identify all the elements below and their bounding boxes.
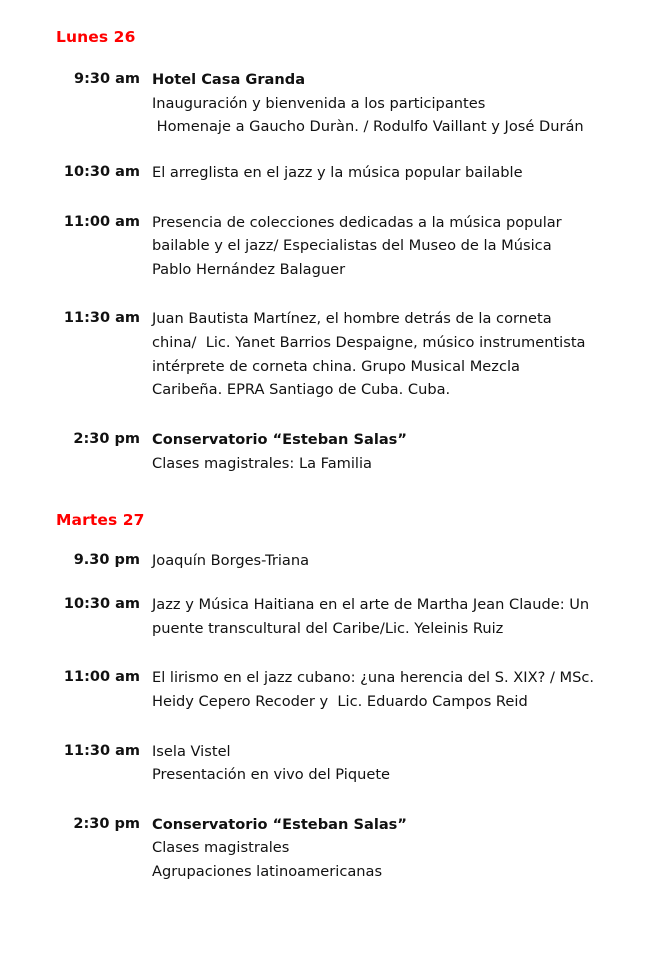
entry-time: 9:30 am — [73, 71, 140, 87]
entry-line: El lirismo en el jazz cubano: ¿una herencia del S. XIX? / MSc. — [152, 669, 595, 687]
entry-description — [140, 211, 619, 282]
entry-time: 2:30 pm — [73, 431, 140, 448]
entry-line: Clases magistrales — [152, 839, 290, 857]
entry-line: Juan Bautista Martínez, el hombre detrás de la corneta — [152, 310, 552, 328]
entry-time: 2:30 pm — [73, 815, 140, 832]
entry-time: 11:30 am — [63, 310, 140, 327]
entry-line: Conservatorio “Esteban Salas” — [152, 815, 407, 833]
entry-line: china/ Lic. Yanet Barrios Despaigne, músico instrumentista — [152, 334, 586, 352]
schedule-entry — [50, 161, 619, 185]
entry-line: Caribeña. EPRA Santiago de Cuba. Cuba. — [152, 381, 451, 399]
entry-description — [140, 68, 619, 139]
entry-time: 10:30 am — [63, 163, 140, 180]
entry-time: 11:00 am — [63, 669, 140, 686]
entry-line: Agrupaciones latinoamericanas — [152, 863, 383, 881]
entry-description — [140, 428, 619, 475]
entry-line: Heidy Cepero Recoder y Lic. Eduardo Campos Reid — [152, 692, 528, 710]
entry-line: Conservatorio “Esteban Salas” — [152, 431, 407, 449]
entry-line: puente transcultural del Caribe/Lic. Yeleinis Ruiz — [152, 619, 504, 637]
entry-line: Isela Vistel — [152, 742, 231, 760]
entry-line: Jazz y Música Haitiana en el arte de Martha Jean Claude: Un — [152, 595, 590, 613]
entry-line: bailable y el jazz/ Especialistas del Museo de la Música — [152, 237, 552, 255]
entry-description — [140, 307, 619, 402]
entry-description — [140, 161, 619, 185]
schedule-entry — [50, 428, 619, 475]
day-heading-lunes: Lunes 26 — [56, 28, 136, 46]
entry-line: intérprete de corneta china. Grupo Musical Mezcla — [152, 357, 520, 375]
entry-line: Presencia de colecciones dedicadas a la música popular — [152, 213, 562, 231]
entry-line: Clases magistrales: La Familia — [152, 454, 372, 472]
schedule-entry — [50, 740, 619, 787]
entry-line: El arreglista en el jazz y la música popular bailable — [152, 163, 523, 181]
entry-line: Inauguración y bienvenida a los participantes — [152, 94, 486, 112]
schedule-entry — [50, 549, 619, 573]
entry-line: Presentación en vivo del Piquete — [152, 766, 391, 784]
schedule-entry — [50, 666, 619, 713]
schedule-entry — [50, 593, 619, 640]
day-block-martes — [50, 511, 619, 883]
entry-time: 9.30 pm — [73, 552, 140, 569]
entry-line: Hotel Casa Granda — [152, 71, 306, 88]
entry-time: 10:30 am — [63, 595, 140, 612]
schedule-entry — [50, 68, 619, 139]
schedule-entry — [50, 813, 619, 884]
entry-line: Pablo Hernández Balaguer — [152, 260, 346, 278]
entry-line: Joaquín Borges-Triana — [152, 552, 310, 570]
entry-list-martes — [50, 549, 619, 883]
entry-description — [140, 593, 619, 640]
entry-time: 11:00 am — [63, 213, 140, 230]
entry-description — [140, 740, 619, 787]
day-block-lunes — [50, 28, 619, 475]
entry-description — [140, 666, 619, 713]
schedule-entry — [50, 211, 619, 282]
schedule-entry — [50, 307, 619, 402]
entry-description — [140, 813, 619, 884]
day-heading-martes: Martes 27 — [56, 511, 145, 530]
entry-line: Homenaje a Gaucho Duràn. / Rodulfo Vaillant y José Durán — [152, 118, 584, 136]
entry-time: 11:30 am — [63, 742, 140, 759]
entry-list-lunes — [50, 68, 619, 475]
entry-description — [140, 549, 619, 573]
